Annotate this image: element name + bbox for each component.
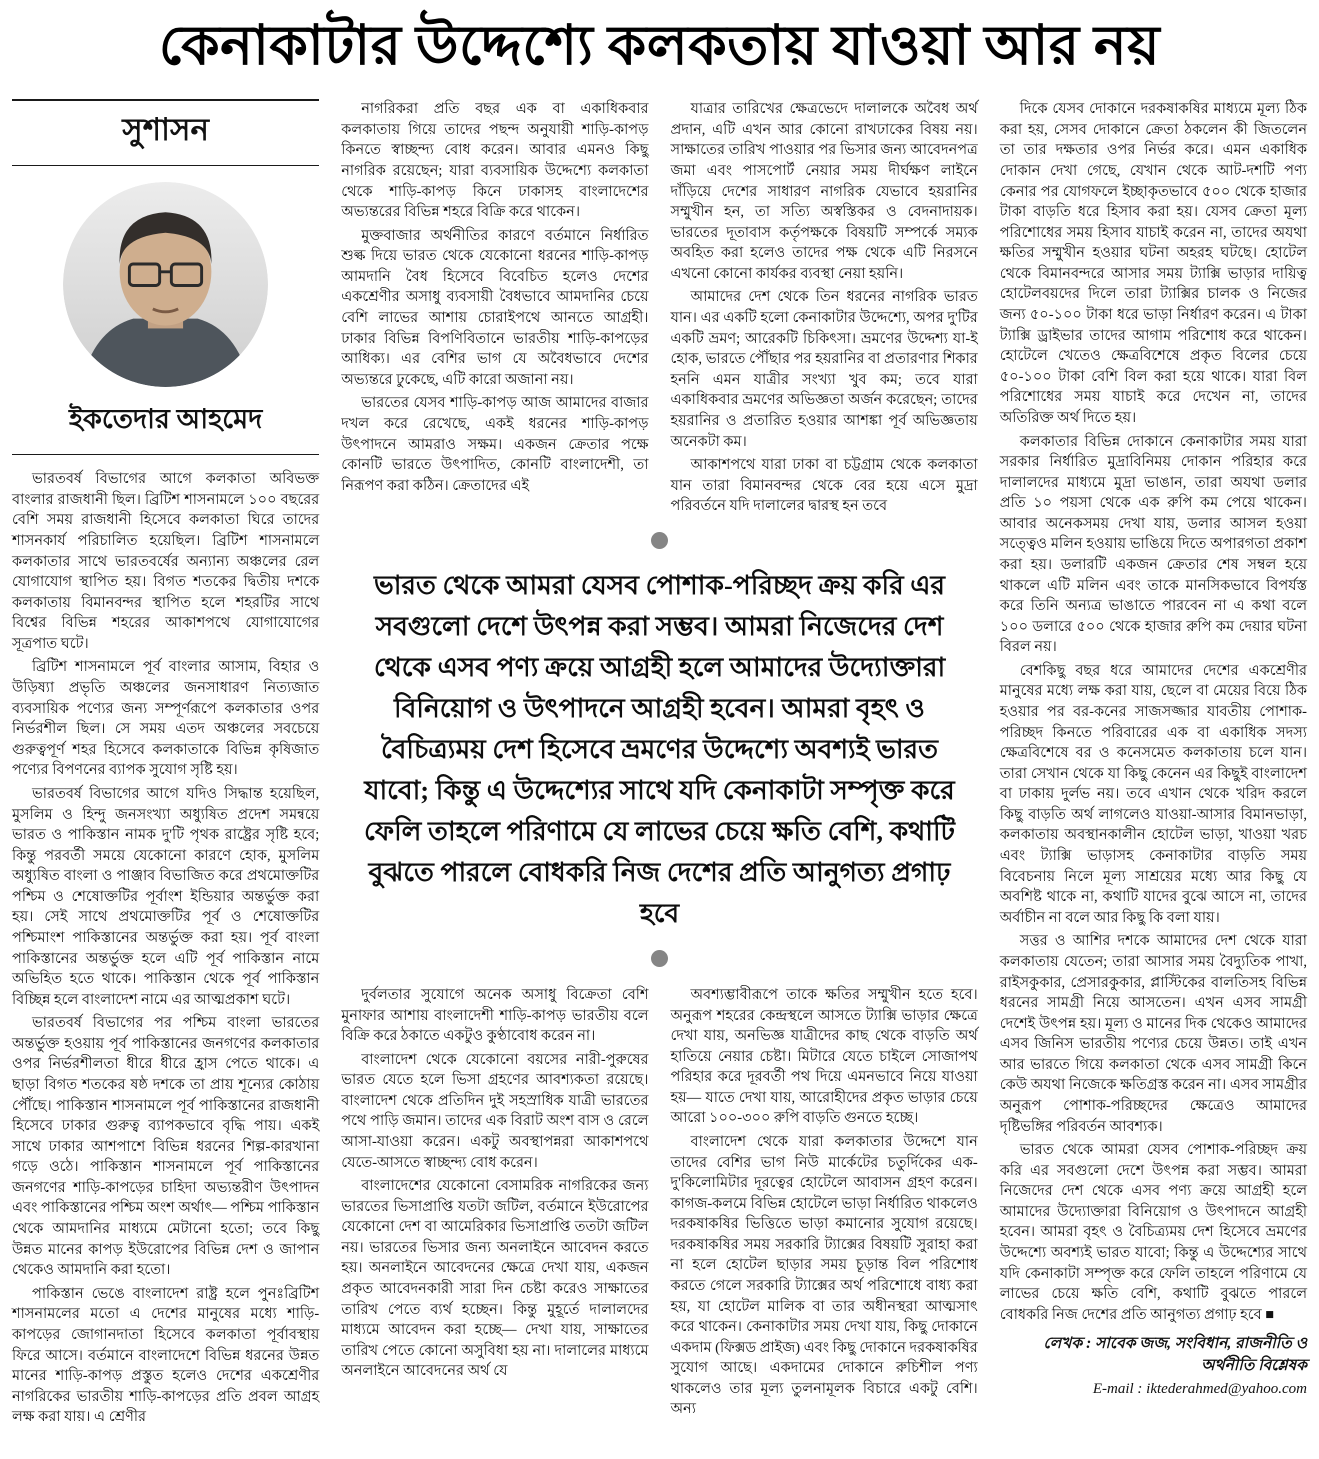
column-1 (12, 99, 319, 1431)
headline: কেনাকাটার উদ্দেশ্যে কলকতায় যাওয়া আর নয় (158, 15, 1161, 76)
body-paragraph: সত্তর ও আশির দশকে আমাদের দেশ থেকে যারা কলকাতায় যেতেন; তারা আসার সময় বৈদ্যুতিক পাখা, রাইসকুকার, প্রেসারকুকার, প্লাস্টিকের বালতিসহ বিভিন্ন ধরনের সামগ্রী নিয়ে আসতেন। এখন এসব সামগ্রী দেশেই উৎপন্ন হয়। মূল্য ও মানের দিক থেকেও আমাদের এসব জিনিস ভারতীয় পণ্যের চেয়ে উন্নত। তাই এখন আর ভারতে গিয়ে কলকাতা থেকে এসব সামগ্রী কিনে কেউ অযথা নিজেকে ক্ষতিগ্রস্ত করেন না। এসব সামগ্রীর অনুরূপ পোশাক-পরিচ্ছদের ক্ষেত্রেও আমাদের দৃষ্টিভঙ্গির পরিবর্তন আবশ্যক। (999, 933, 1307, 1135)
quote-top-dot-icon (651, 532, 668, 549)
pull-quote (341, 528, 978, 985)
author-byline: লেখক : সাবেক জজ, সংবিধান, রাজনীতি ও অর্থনীতি বিশ্লেষক (1043, 1335, 1307, 1375)
author-portrait-image (63, 182, 268, 387)
divider-rule (12, 454, 319, 455)
body-paragraph: ভারতবর্ষ বিভাগের আগে যদিও সিদ্ধান্ত হয়েছিল, মুসলিম ও হিন্দু জনসংখ্যা অধ্যুষিত প্রদেশ সমন্বয়ে ভারত ও পাকিস্তান নামক দু'টি পৃথক রাষ্ট্রের সৃষ্টি হবে; কিন্তু পরবর্তী সময়ে যেকোনো কারণে হোক, মুসলিম অধ্যুষিত বাংলা ও পাঞ্জাব বিভাজিত করে প্রথমোক্তটির পশ্চিম ও শেষোক্তটির পূর্বাংশ ইন্ডিয়ার অন্তর্ভুক্ত করা হয়। সেই সাথে প্রথমোক্তটির পূর্ব ও শেষোক্তটির পশ্চিমাংশ পাকিস্তানের অন্তর্ভুক্ত করা হয়। পূর্ব বাংলা পাকিস্তানের অন্তর্ভুক্ত হলে এটি পূর্ব পাকিস্তান নামে অভিহিত হতে থাকে। পাকিস্তান থেকে পূর্ব পাকিস্তান বিচ্ছিন্ন হলে বাংলাদেশ নামে এর আত্মপ্রকাশ ঘটে। (12, 785, 320, 1008)
col4-paragraphs (1000, 99, 1307, 1325)
body-paragraph: বাংলাদেশ থেকে যেকোনো বয়সের নারী-পুরুষের ভারত যেতে হলে ভিসা গ্রহণের আবশ্যকতা রয়েছে। বাংলাদেশ থেকে প্রতিদিন দুই সহস্রাধিক যাত্রী ভারতের পথে পাড়ি জমান। তাদের এক বিরাট অংশ বাস ও রেলে আসা-যাওয়া করেন। একটু অবস্থাপন্নরা আকাশপথে যেতে-আসতে স্বাচ্ছন্দ্য বোধ করেন। (341, 1051, 649, 1171)
author-block (12, 99, 319, 455)
body-paragraph: নাগরিকরা প্রতি বছর এক বা একাধিকবার কলকাতায় গিয়ে তাদের পছন্দ অনুযায়ী শাড়ি-কাপড় কিনতে স্বাচ্ছন্দ্য বোধ করেন। আবার এমনও কিছু নাগরিক রয়েছেন; যারা ব্যবসায়িক উদ্দেশ্যে কলকাতা থেকে শাড়ি-কাপড় কিনে ঢাকাসহ বাংলাদেশের অভ্যন্তরের বিভিন্ন শহরে বিক্রি করে থাকেন। (341, 101, 649, 221)
body-paragraph: দুর্বলতার সুযোগে অনেক অসাধু বিক্রেতা বেশি মুনাফার আশায় বাংলাদেশী শাড়ি-কাপড় ভারতীয় বলে বিক্রি করে ঠকাতে একটুও কুণ্ঠাবোধ করেন না। (341, 986, 649, 1045)
body-paragraph: বেশকিছু বছর ধরে আমাদের দেশের একশ্রেণীর মানুষের মধ্যে লক্ষ করা যায়, ছেলে বা মেয়ের বিয়ে ঠিক হওয়ার পর বর-কনের সাজসজ্জার যাবতীয় পোশাক-পরিচ্ছদ কিনতে পরিবারের এক বা একাধিক সদস্য ক্ষেত্রবিশেষে বর ও কনেসমেত কলকাতায় চলে যান। তারা সেখান থেকে যা কিছু কেনেন এর কিছুই বাংলাদেশ বা ঢাকায় দুর্লভ নয়। তবে এখান থেকে খরিদ করলে কিছু বাড়তি অর্থ লাগলেও যাওয়া-আসার বিমানভাড়া, কলকাতায় অবস্থানকালীন হোটেল ভাড়া, খাওয়া খরচ এবং ট্যাক্সি ভাড়াসহ কেনাকাটার বাড়তি সময় বিবেচনায় নিলে মূল্য সাশ্রয়ের মধ্যে আর কিছু যে অবশিষ্ট থাকে না, কথাটি যাদের বুঝে আসে না, তাদের অর্বাচীন না বলে আর কিছু কি বলা যায়। (999, 662, 1307, 926)
body-paragraph: ভারত থেকে আমরা যেসব পোশাক-পরিচ্ছদ ক্রয় করি এর সবগুলো দেশে উৎপন্ন করা সম্ভব। আমরা নিজেদের দেশ থেকে এসব পণ্য ক্রয়ে আগ্রহী হলে আমাদের উদ্যোক্তারা বিনিয়োগ ও উৎপাদনে আগ্রহী হবেন। আমরা বৃহৎ ও বৈচিত্র্যময় দেশ হিসেবে ভ্রমণের উদ্দেশ্যে অবশ্যই ভারত যাবো; কিন্তু এ উদ্দেশ্যের সাথে যদি কেনাকাটা সম্পৃক্ত করে ফেলি তাহলে পরিণামে যে লাভের চেয়ে ক্ষতি বেশি, কথাটি বুঝতে পারলে বোধকরি নিজ দেশের প্রতি আনুগত্য প্রগাঢ় হবে ■ (999, 1142, 1307, 1323)
article-body (12, 99, 1307, 1431)
body-paragraph: ভারতের যেসব শাড়ি-কাপড় আজ আমাদের বাজার দখল করে রেখেছে, একই ধরনের শাড়ি-কাপড় উৎপাদনে আমরাও সক্ষম। একজন ক্রেতার পক্ষে কোনটি ভারতে উৎপাদিত, কোনটি বাংলাদেশী, তা নিরূপণ করা কঠিন। ক্রেতাদের এই (341, 395, 649, 494)
quote-bottom-dot-icon (651, 950, 668, 967)
section-label: সুশাসন (122, 112, 210, 148)
body-paragraph: অবশ্যম্ভাবীরূপে তাকে ক্ষতির সম্মুখীন হতে হবে। অনুরূপ শহরের কেন্দ্রস্থলে আসতে ট্যাক্সি ভাড়ার ক্ষেত্রে দেখা যায়, অনভিজ্ঞ যাত্রীদের কাছ থেকে বাড়তি অর্থ হাতিয়ে নেয়ার চেষ্টা। মিটারে যেতে চাইলে সোজাপথ পরিহার করে দূরবর্তী পথ দিয়ে এমনভাবে নিয়ে যাওয়া হয়— যাতে দেখা যায়, আরোহীদের প্রকৃত ভাড়ার চেয়ে আরো ১০০-৩০০ রুপি বাড়তি গুনতে হচ্ছে। (670, 986, 978, 1127)
body-paragraph: পাকিস্তান ভেঙে বাংলাদেশ রাষ্ট্র হলে পুনঃব্রিটিশ শাসনামলের মতো এ দেশের মানুষের মধ্যে শাড়ি-কাপড়ের জোগানদাতা হিসেবে কলকাতা পূর্বাবস্থায় ফিরে আসে। বর্তমানে বাংলাদেশে বিভিন্ন ধরনের উন্নত মানের শাড়ি-কাপড় প্রস্তুত হলেও দেশের একশ্রেণীর নাগরিকের ভারতীয় শাড়ি-কাপড়ের প্রতি প্রবল আগ্রহ লক্ষ করা যায়। এ শ্রেণীর (12, 1285, 320, 1426)
divider-rule (12, 165, 319, 166)
column-2-bottom (341, 985, 648, 1431)
author-photo (63, 182, 268, 387)
col1-paragraphs (12, 469, 319, 1428)
body-paragraph: যাত্রার তারিখের ক্ষেত্রভেদে দালালকে অবৈধ অর্থ প্রদান, এটি এখন আর কোনো রাখঢাকের বিষয় নয়। সাক্ষাতের তারিখ পাওয়ার পর ভিসার জন্য আবেদনপত্র জমা এবং পাসপোর্ট নেয়ার সময় দীর্ঘক্ষণ লাইনে দাঁড়িয়ে দেশের সাধারণ নাগরিক যেভাবে হয়রানির সম্মুখীন হন, তা সত্যি অস্বস্তিকর ও বেদনাদায়ক। ভারতের দূতাবাস কর্তৃপক্ষকে বিষয়টি সম্পর্কে সম্যক অবহিত করা হলেও তাদের পক্ষ থেকে এটি নিরসনে এখনো কোনো কার্যকর ব্যবস্থা নেয়া হয়নি। (670, 101, 978, 282)
body-paragraph: আমাদের দেশ থেকে তিন ধরনের নাগরিক ভারত যান। এর একটি হলো কেনাকাটার উদ্দেশ্যে, অপর দু'টির একটি ভ্রমণ; আরেকটি চিকিৎসা। ভ্রমণের উদ্দেশ্য যা-ই হোক, ভারতে পৌঁছার পর হয়রানির বা প্রতারণার শিকার হননি এমন যাত্রীর সংখ্যা খুব কম; তবে যারা একাধিকবার ভ্রমণের অভিজ্ঞতা অর্জন করেছেন; তাদের হয়রানির ও প্রতারিত হওয়ার আশঙ্কা পূর্ব অভিজ্ঞতায় অনেকটা কম। (670, 289, 978, 450)
body-paragraph: দিকে যেসব দোকানে দরকষাকষির মাধ্যমে মূল্য ঠিক করা হয়, সেসব দোকানে ক্রেতা ঠকলেন কী জিতলেন তা তার দক্ষতার ওপর নির্ভর করে। এমন একাধিক দোকান দেখা গেছে, যেখান থেকে আট-দশটি পণ্য কেনার পর যোগফলে ইচ্ছাকৃতভাবে ৫০০ থেকে হাজার টাকা বাড়তি ধরে হিসাব করা হয়। যেসব ক্রেতা মূল্য পরিশোধের সময় হিসাব যাচাই করেন না, তাদের অযথা ক্ষতির সম্মুখীন হওয়ার ঘটনা অহরহ ঘটছে। হোটেল থেকে বিমানবন্দরে আসার সময় ট্যাক্সি ভাড়ার দায়িত্ব হোটেলবয়দের দিলে তারা ট্যাক্সির চালক ও নিজের জন্য ৫০-১০০ টাকা ধরে ভাড়া নির্ধারণ করেন। এ টাকা ট্যাক্সি ড্রাইভার তাদের আগাম পরিশোধ করে থাকেন। হোটেলে খেতেও ক্ষেত্রবিশেষে প্রকৃত বিলের চেয়ে ৫০-১০০ টাকা বেশি বিল করা হয়ে থাকে। যারা বিল পরিশোধের সময় যাচাই করে দেখেন না, তাদের অতিরিক্ত অর্থ দিতে হয়। (999, 101, 1307, 426)
column-4 (1000, 99, 1307, 1431)
body-paragraph: বাংলাদেশের যেকোনো বেসামরিক নাগরিকের জন্য ভারতের ভিসাপ্রাপ্তি যতটা জটিল, বর্তমানে ইউরোপের যেকোনো দেশ বা আমেরিকার ভিসাপ্রাপ্তি ততটা জটিল নয়। ভারতের ভিসার জন্য অনলাইনে আবেদন করতে হয়। অনলাইনে আবেদনের ক্ষেত্রে দেখা যায়, একজন প্রকৃত আবেদনকারী সারা দিন চেষ্টা করেও সাক্ষাতের তারিখ পেতে ব্যর্থ হচ্ছেন। কিন্তু মুহূর্তে দালালদের মাধ্যমে আবেদন করা হচ্ছে— দেখা যায়, সাক্ষাতের তারিখ পেতে কোনো অসুবিধা হয় না। দালালের মাধ্যমে অনলাইনে আবেদনের অর্থ যে (341, 1178, 649, 1380)
body-paragraph: ব্রিটিশ শাসনামলে পূর্ব বাংলার আসাম, বিহার ও উড়িষ্যা প্রভৃতি অঞ্চলের জনসাধারণ নিত্যজাত ব্যবসায়িক পণ্যের জন্য সম্পূর্ণরূপে কলকাতার ওপর নির্ভরশীল ছিল। সে সময় এতদ অঞ্চলের সবচেয়ে গুরুত্বপূর্ণ শহর হিসেবে কলকাতাকে বিভিন্ন কৃষিজাত পণ্যের বিপণনের ব্যাপক সুযোগ সৃষ্টি হয়। (12, 659, 320, 779)
body-paragraph: বাংলাদেশ থেকে যারা কলকাতার উদ্দেশে যান তাদের বেশির ভাগ নিউ মার্কেটের চতুর্দিকের এক-দু'কিলোমিটার দূরত্বের হোটেলে আবাসন গ্রহণ করেন। কাগজ-কলমে বিভিন্ন হোটেলে ভাড়া নির্ধারিত থাকলেও দরকষাকষির ভিত্তিতে ভাড়া কমানোর সুযোগ রয়েছে। দরকষাকষির সময় সরকারি ট্যাক্সের বিষয়টি সুরাহা করা না হলে হোটেল ছাড়ার সময় চূড়ান্ত বিল পরিশোধ করতে গেলে সরকারি ট্যাক্সের অর্থ পরিশোধে বাধ্য করা হয়, যা হোটেল মালিক বা তার অধীনস্থরা আত্মসাৎ করে থাকেন। কেনাকাটার সময় দেখা যায়, কিছু দোকানে একদাম (ফিক্সড প্রাইজ) এবং কিছু দোকানে দরকষাকষির সুযোগ আছে। একদামের দোকানে রুচিশীল পণ্য থাকলেও তার মূল্য তুলনামূলক বিচারে একটু বেশি। অন্য (670, 1133, 978, 1418)
author-email: E-mail : iktederahmed@yahoo.com (1092, 1380, 1307, 1397)
body-paragraph: আকাশপথে যারা ঢাকা বা চট্টগ্রাম থেকে কলকাতা যান তারা বিমানবন্দর থেকে বের হয়ে এসে মুদ্রা পরিবর্তনে যদি দালালের দ্বারস্থ হন তবে (670, 457, 978, 515)
column-3-bottom (671, 985, 978, 1431)
column-2-top (341, 99, 648, 527)
article-footer (1000, 1333, 1307, 1397)
author-name: ইকতেদার আহমেদ (68, 404, 263, 435)
body-paragraph: ভারতবর্ষ বিভাগের আগে কলকাতা অবিভক্ত বাংলার রাজধানী ছিল। ব্রিটিশ শাসনামলে ১০০ বছরের বেশি সময় রাজধানী হিসেবে কলকাতা ঘিরে তাদের শাসনকার্য পরিচালিত হয়েছিল। ব্রিটিশ শাসনামলে কলকাতার সাথে ভারতবর্ষের অন্যান্য অঞ্চলের রেল যোগাযোগ স্থাপিত হয়। বিগত শতকের দ্বিতীয় দশকে কলকাতায় বিমানবন্দর স্থাপিত হলে শহরটির সাথে বিশ্বের বিভিন্ন শহরের আকাশপথে যোগাযোগের সূত্রপাত ঘটে। (12, 471, 320, 652)
column-3-top (671, 99, 978, 527)
body-paragraph: মুক্তবাজার অর্থনীতির কারণে বর্তমানে নির্ধারিত শুল্ক দিয়ে ভারত থেকে যেকোনো ধরনের শাড়ি-কাপড় আমদানি বৈধ হিসেবে বিবেচিত হলেও দেশের একশ্রেণীর অসাধু ব্যবসায়ী বৈধভাবে আমদানির চেয়ে বেশি লাভের আশায় চোরাইপথে আনতে আগ্রহী। ঢাকার বিভিন্ন বিপণিবিতানে ভারতীয় শাড়ি-কাপড়ের আধিক্য। এর বেশির ভাগ যে অবৈধভাবে দেশের অভ্যন্তরে ঢুকেছে, এটি কারো অজানা নয়। (341, 227, 649, 388)
body-paragraph: কলকাতার বিভিন্ন দোকানে কেনাকাটার সময় যারা সরকার নির্ধারিত মুদ্রাবিনিময় দোকান পরিহার করে দালালদের মাধ্যমে মুদ্রা ভাঙান, তারা অযথা ডলার প্রতি ১০ পয়সা থেকে এক রুপি কম পেয়ে থাকেন। আবার অনেকসময় দেখা যায়, ডলার আসল হওয়া সত্ত্বেও মলিন হওয়ায় ভাঙিয়ে দিতে অপারগতা প্রকাশ করা হয়। ডলারটি একজন ক্রেতার শেষ সম্বল হয়ে থাকলে এটি মলিন এবং তাকে মানসিকভাবে বিপর্যস্ত করে তিনি অন্যত্র ভাঙাতে পারবেন না এ কথা বলে ১০০ ডলারে ৫০০ থেকে হাজার রুপি কম দেয়ার ঘটনা বিরল নয়। (999, 433, 1307, 656)
body-paragraph: ভারতবর্ষ বিভাগের পর পশ্চিম বাংলা ভারতের অন্তর্ভুক্ত হওয়ায় পূর্ব পাকিস্তানের জনগণের কলকাতার ওপর নির্ভরশীলতা ধীরে ধীরে হ্রাস পেতে থাকে। এ ছাড়া বিগত শতকের ষষ্ঠ দশকে তা প্রায় শূন্যের কোঠায় পৌঁছে। পাকিস্তান শাসনামলে পূর্ব পাকিস্তানের রাজধানী হিসেবে ঢাকার গুরুত্ব ব্যাপকভাবে বৃদ্ধি পায়। একই সাথে ঢাকার আশপাশে বিভিন্ন ধরনের শিল্প-কারখানা গড়ে ওঠে। পাকিস্তান শাসনামলে পূর্ব পাকিস্তানের জনগণের শাড়ি-কাপড়ের চাহিদা অভ্যন্তরীণ উৎপাদন এবং পাকিস্তানের পশ্চিম অংশ অর্থাৎ— পশ্চিম পাকিস্তান থেকে আমদানির মাধ্যমে মেটানো হতো; তবে কিছু উন্নত মানের কাপড় ইউরোপের বিভিন্ন দেশ ও জাপান থেকেও আমদানি করা হতো। (12, 1015, 320, 1279)
pull-quote-text: ভারত থেকে আমরা যেসব পোশাক-পরিচ্ছদ ক্রয় করি এর সবগুলো দেশে উৎপন্ন করা সম্ভব। আমরা নিজেদের দেশ থেকে এসব পণ্য ক্রয়ে আগ্রহী হলে আমাদের উদ্যোক্তারা বিনিয়োগ ও উৎপাদনে আগ্রহী হবেন। আমরা বৃহৎ ও বৈচিত্র্যময় দেশ হিসেবে ভ্রমণের উদ্দেশ্যে অবশ্যই ভারত যাবো; কিন্তু এ উদ্দেশ্যের সাথে যদি কেনাকাটা সম্পৃক্ত করে ফেলি তাহলে পরিণামে যে লাভের চেয়ে ক্ষতি বেশি, কথাটি বুঝতে পারলে বোধকরি নিজ দেশের প্রতি আনুগত্য প্রগাঢ় হবে (363, 569, 955, 929)
